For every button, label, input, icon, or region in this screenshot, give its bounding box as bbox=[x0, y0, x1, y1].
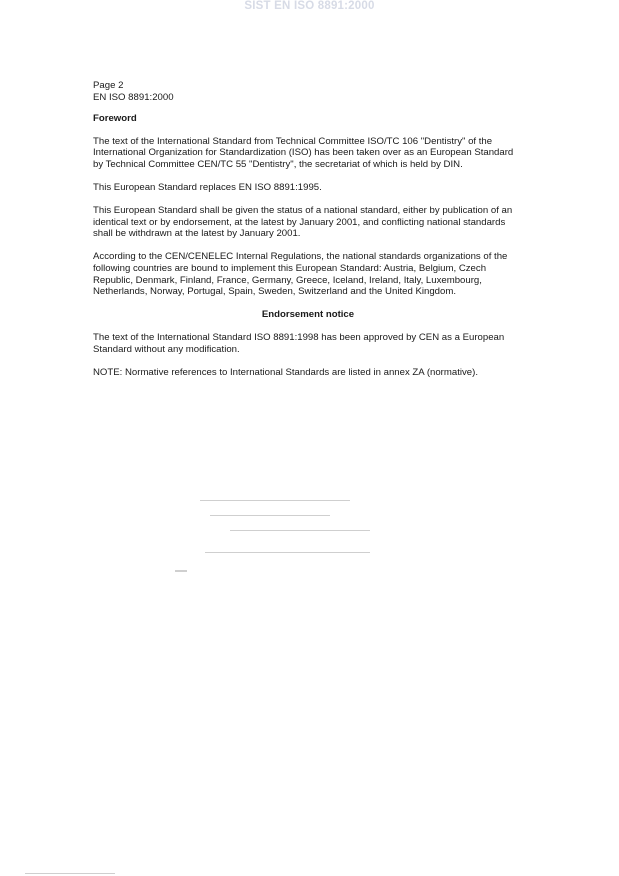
document-id: EN ISO 8891:2000 bbox=[93, 91, 174, 103]
foreword-paragraph: The text of the International Standard from Technical Committee ISO/TC 106 "Dentistry" of the International Organization for Standardization (ISO) has been taken over as an European Standard by Technical Committee CEN/TC 55 "Dentistry", the secretariat of which is held by DIN. bbox=[93, 135, 514, 170]
endorsement-paragraph: The text of the International Standard ISO 8891:1998 has been approved by CEN as a European Standard without any modification. bbox=[93, 332, 505, 355]
normative-note: NOTE: Normative references to International Standards are listed in annex ZA (normative). bbox=[93, 367, 478, 379]
page-number: Page 2 bbox=[93, 80, 124, 91]
scan-speck bbox=[210, 515, 330, 516]
foreword-paragraph: This European Standard shall be given the status of a national standard, either by publication of an identical text or by endorsement, at the latest by January 2001, and conflicting national standards shall be withdrawn at the latest by January 2001. bbox=[93, 205, 513, 240]
scan-speck bbox=[25, 873, 115, 874]
endorsement-heading: Endorsement notice bbox=[261, 308, 355, 320]
foreword-paragraph: This European Standard replaces EN ISO 8891:1995. bbox=[93, 182, 322, 194]
scan-speck bbox=[230, 530, 370, 531]
page-content bbox=[93, 80, 523, 390]
foreword-paragraph: According to the CEN/CENELEC Internal Regulations, the national standards organizations of the following countries are bound to implement this European Standard: Austria, Belgium, Czech Republic, Denmark, Finland, France, Germany, Greece, Iceland, Ireland, Italy, Luxembourg, Netherlands, Norway, Portugal, Spain, Sweden, Switzerland and the United Kingdom. bbox=[93, 251, 508, 298]
scan-speck bbox=[175, 570, 187, 572]
scan-speck bbox=[200, 500, 350, 501]
scan-speck bbox=[205, 552, 370, 553]
watermark-header: SIST EN ISO 8891:2000 bbox=[244, 0, 375, 12]
foreword-heading: Foreword bbox=[93, 113, 137, 125]
